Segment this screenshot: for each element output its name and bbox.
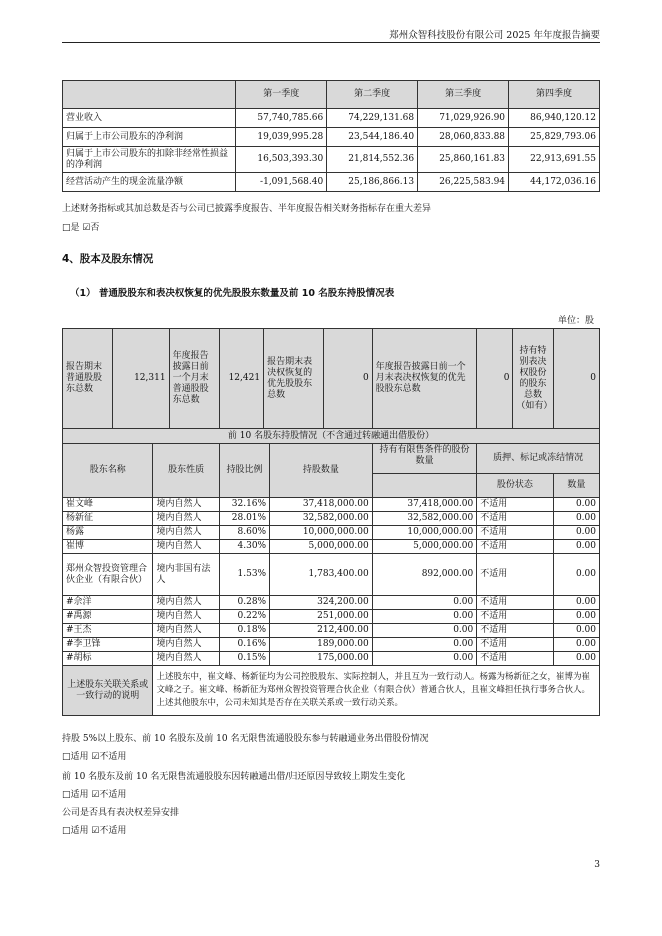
cell-ratio: 0.16% xyxy=(219,638,269,652)
cell-restricted: 37,418,000.00 xyxy=(372,498,477,512)
cell-amount: 0.00 xyxy=(553,554,599,596)
cell-restricted: 0.00 xyxy=(372,624,477,638)
cell-nature: 境内自然人 xyxy=(153,540,219,554)
cell-restricted: 0.00 xyxy=(372,610,477,624)
related-label: 上述股东关联关系或一致行动的说明 xyxy=(63,666,153,716)
cell-restricted: 0.00 xyxy=(372,596,477,610)
cell-nature: 境内自然人 xyxy=(153,526,219,540)
row-label: 经营活动产生的现金流量净额 xyxy=(63,173,236,192)
page-number: 3 xyxy=(594,860,600,870)
summary-label: 年度报告披露日前一个月末普通股股东总数 xyxy=(169,329,219,429)
note-choice: □适用 ☑不适用 xyxy=(62,826,127,836)
cell-status: 不适用 xyxy=(477,624,553,638)
cell-status: 不适用 xyxy=(477,512,553,526)
cell-name: 郑州众智投资管理合伙企业（有限合伙） xyxy=(63,554,153,596)
cell-qty: 1,783,400.00 xyxy=(270,554,373,596)
col-header: 第一季度 xyxy=(236,81,327,109)
cell-amount: 0.00 xyxy=(553,498,599,512)
cell-name: 杨露 xyxy=(63,526,153,540)
header-qty: 持股数量 xyxy=(270,444,373,498)
table-row xyxy=(63,498,600,512)
cell-nature: 境内非国有法人 xyxy=(153,554,219,596)
cell-value: 25,829,793.06 xyxy=(509,128,600,147)
cell-ratio: 4.30% xyxy=(219,540,269,554)
cell-nature: 境内自然人 xyxy=(153,596,219,610)
summary-label: 报告期末表决权恢复的优先股股东总数 xyxy=(264,329,324,429)
cell-amount: 0.00 xyxy=(553,638,599,652)
summary-value: 0 xyxy=(477,329,513,429)
cell-name: #佘洋 xyxy=(63,596,153,610)
note-choice: □适用 ☑不适用 xyxy=(62,790,127,800)
cell-value: 22,913,691.55 xyxy=(509,147,600,173)
header-amount: 数量 xyxy=(553,474,599,498)
shareholders-table xyxy=(62,328,600,716)
cell-name: #王杰 xyxy=(63,624,153,638)
table-row xyxy=(63,526,600,540)
cell-value: 25,860,161.83 xyxy=(418,147,509,173)
cell-ratio: 0.15% xyxy=(219,652,269,666)
cell-qty: 5,000,000.00 xyxy=(270,540,373,554)
summary-value: 0 xyxy=(553,329,599,429)
cell-ratio: 28.01% xyxy=(219,512,269,526)
table-row xyxy=(63,540,600,554)
table-row xyxy=(63,512,600,526)
summary-value: 12,421 xyxy=(219,329,263,429)
cell-ratio: 0.22% xyxy=(219,610,269,624)
cell-nature: 境内自然人 xyxy=(153,624,219,638)
note-text: 公司是否具有表决权差异安排 xyxy=(62,808,180,818)
cell-qty: 212,400.00 xyxy=(270,624,373,638)
cell-value: 71,029,926.90 xyxy=(418,109,509,128)
note-choice: □适用 ☑不适用 xyxy=(62,752,127,762)
cell-ratio: 8.60% xyxy=(219,526,269,540)
cell-amount: 0.00 xyxy=(553,596,599,610)
cell-value: 19,039,995.28 xyxy=(236,128,327,147)
summary-label: 年度报告披露日前一个月末表决权恢复的优先股股东总数 xyxy=(372,329,477,429)
header-rule xyxy=(62,42,600,43)
cell-qty: 32,582,000.00 xyxy=(270,512,373,526)
cell-qty: 37,418,000.00 xyxy=(270,498,373,512)
table-row xyxy=(63,638,600,652)
cell-amount: 0.00 xyxy=(553,512,599,526)
cell-name: #胡标 xyxy=(63,652,153,666)
cell-name: #禹源 xyxy=(63,610,153,624)
unit-label: 单位：股 xyxy=(557,316,594,326)
cell-value: 28,060,833.88 xyxy=(418,128,509,147)
quarterly-note: 上述财务指标或其加总数是否与公司已披露季度报告、半年度报告相关财务指标存在重大差异 xyxy=(62,204,432,214)
cell-restricted: 0.00 xyxy=(372,638,477,652)
quarterly-choice: □是 ☑否 xyxy=(62,223,100,233)
cell-name: 崔博 xyxy=(63,540,153,554)
cell-value: 25,186,866.13 xyxy=(327,173,418,192)
cell-value: 23,544,186.40 xyxy=(327,128,418,147)
table-row xyxy=(63,610,600,624)
summary-value: 0 xyxy=(324,329,372,429)
header-nature: 股东性质 xyxy=(153,444,219,498)
cell-ratio: 32.16% xyxy=(219,498,269,512)
note-text: 持股 5%以上股东、前 10 名股东及前 10 名无限售流通股股东参与转融通业务出借股份情况 xyxy=(62,734,429,744)
related-text: 上述股东中，崔文峰、杨新征均为公司控股股东、实际控制人，并且互为一致行动人。杨露为杨新征之女，崔博为崔文峰之子。崔文峰、杨新征为郑州众智投资管理合伙企业（有限合伙）普通合伙人，且崔文峰担任执行事务合伙人。上述其他股东中，公司未知其是否存在关联关系或一致行动关系。 xyxy=(153,666,600,716)
cell-nature: 境内自然人 xyxy=(153,652,219,666)
cell-nature: 境内自然人 xyxy=(153,610,219,624)
header-pledge: 质押、标记或冻结情况 xyxy=(477,444,600,474)
row-label: 归属于上市公司股东的扣除非经常性损益的净利润 xyxy=(63,147,236,173)
cell-amount: 0.00 xyxy=(553,610,599,624)
row-label: 归属于上市公司股东的净利润 xyxy=(63,128,236,147)
cell-qty: 189,000.00 xyxy=(270,638,373,652)
cell-name: #李卫锋 xyxy=(63,638,153,652)
cell-ratio: 0.28% xyxy=(219,596,269,610)
cell-value: -1,091,568.40 xyxy=(236,173,327,192)
summary-value: 12,311 xyxy=(113,329,169,429)
cell-status: 不适用 xyxy=(477,596,553,610)
col-header: 第二季度 xyxy=(327,81,418,109)
col-header: 第三季度 xyxy=(418,81,509,109)
table-row xyxy=(63,596,600,610)
cell-restricted: 0.00 xyxy=(372,652,477,666)
cell-restricted: 892,000.00 xyxy=(372,554,477,596)
cell-qty: 251,000.00 xyxy=(270,610,373,624)
cell-nature: 境内自然人 xyxy=(153,638,219,652)
cell-value: 26,225,583.94 xyxy=(418,173,509,192)
cell-name: 崔文峰 xyxy=(63,498,153,512)
subsection-title: （1） 普通股股东和表决权恢复的优先股股东数量及前 10 名股东持股情况表 xyxy=(70,288,395,299)
cell-value: 21,814,552.36 xyxy=(327,147,418,173)
table-row xyxy=(63,624,600,638)
header-restricted-cont xyxy=(372,474,477,498)
cell-amount: 0.00 xyxy=(553,540,599,554)
cell-status: 不适用 xyxy=(477,554,553,596)
table-row xyxy=(63,652,600,666)
header-ratio: 持股比例 xyxy=(219,444,269,498)
row-label: 营业收入 xyxy=(63,109,236,128)
cell-value: 74,229,131.68 xyxy=(327,109,418,128)
cell-status: 不适用 xyxy=(477,652,553,666)
cell-restricted: 32,582,000.00 xyxy=(372,512,477,526)
header-name: 股东名称 xyxy=(63,444,153,498)
cell-restricted: 10,000,000.00 xyxy=(372,526,477,540)
cell-status: 不适用 xyxy=(477,610,553,624)
cell-ratio: 1.53% xyxy=(219,554,269,596)
cell-qty: 175,000.00 xyxy=(270,652,373,666)
col-header: 第四季度 xyxy=(509,81,600,109)
cell-value: 16,503,393.30 xyxy=(236,147,327,173)
cell-amount: 0.00 xyxy=(553,526,599,540)
cell-value: 86,940,120.12 xyxy=(509,109,600,128)
cell-value: 57,740,785.66 xyxy=(236,109,327,128)
cell-nature: 境内自然人 xyxy=(153,512,219,526)
col-header xyxy=(63,81,236,109)
cell-qty: 324,200.00 xyxy=(270,596,373,610)
cell-nature: 境内自然人 xyxy=(153,498,219,512)
cell-amount: 0.00 xyxy=(553,624,599,638)
page-header: 郑州众智科技股份有限公司 2025 年年度报告摘要 xyxy=(389,30,600,41)
cell-status: 不适用 xyxy=(477,526,553,540)
header-status: 股份状态 xyxy=(477,474,553,498)
cell-qty: 10,000,000.00 xyxy=(270,526,373,540)
cell-name: 杨新征 xyxy=(63,512,153,526)
summary-label: 持有特别表决权股份的股东总数（如有） xyxy=(513,329,553,429)
cell-restricted: 5,000,000.00 xyxy=(372,540,477,554)
top10-title: 前 10 名股东持股情况（不含通过转融通出借股份） xyxy=(63,429,600,444)
table-row xyxy=(63,554,600,596)
cell-amount: 0.00 xyxy=(553,652,599,666)
note-text: 前 10 名股东及前 10 名无限售流通股股东因转融通出借/归还原因导致较上期发生变化 xyxy=(62,772,406,782)
quarterly-table xyxy=(62,80,600,192)
section-title: 4、股本及股东情况 xyxy=(62,253,154,265)
summary-label: 报告期末普通股股东总数 xyxy=(63,329,113,429)
cell-status: 不适用 xyxy=(477,498,553,512)
cell-ratio: 0.18% xyxy=(219,624,269,638)
cell-status: 不适用 xyxy=(477,540,553,554)
cell-value: 44,172,036.16 xyxy=(509,173,600,192)
header-restricted: 持有有限售条件的股份数量 xyxy=(372,444,477,474)
cell-status: 不适用 xyxy=(477,638,553,652)
